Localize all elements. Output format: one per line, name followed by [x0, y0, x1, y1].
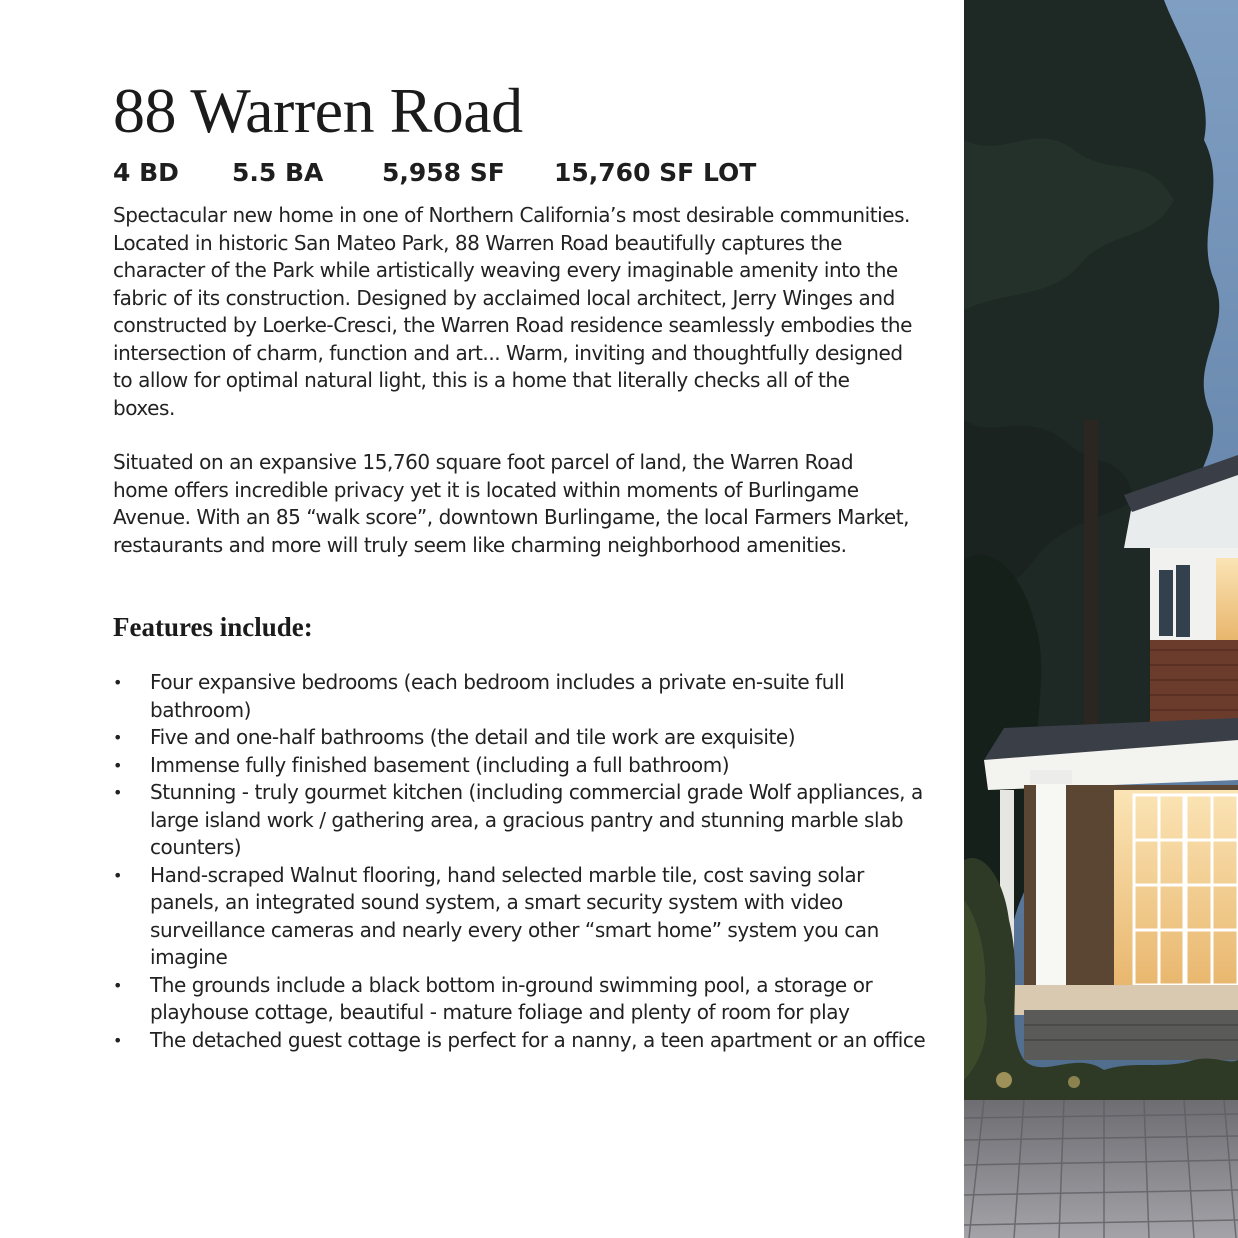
house-exterior-photo — [964, 0, 1238, 1238]
feature-item — [113, 1027, 928, 1055]
bullet-icon: • — [113, 783, 122, 802]
property-title: 88 Warren Road — [113, 75, 523, 146]
listing-content — [113, 75, 943, 1054]
feature-item — [113, 669, 928, 724]
feature-item — [113, 752, 928, 780]
feature-text: The grounds include a black bottom in-ground swimming pool, a storage or playhouse cottage, beautiful - mature foliage and plenty of room for play — [150, 972, 873, 1024]
feature-text: Stunning - truly gourmet kitchen (including commercial grade Wolf appliances, a large island work / gathering area, a gracious pantry and stunning marble slab counters) — [150, 780, 923, 859]
feature-text: The detached guest cottage is perfect for a nanny, a teen apartment or an office — [150, 1027, 926, 1052]
photo-illustration — [964, 0, 1238, 1238]
feature-text: Immense fully finished basement (including a full bathroom) — [150, 752, 730, 777]
bullet-icon: • — [113, 673, 122, 692]
location-paragraph: Situated on an expansive 15,760 square foot parcel of land, the Warren Road home offers incredible privacy yet it is located within moments of Burlingame Avenue. With an 85 “walk score”, downtown Burlingame, the local Farmers Market, restaurants and more will truly seem like charming neighborhood amenities. — [113, 450, 910, 557]
feature-item — [113, 779, 928, 862]
bullet-icon: • — [113, 865, 122, 885]
feature-text: Five and one-half bathrooms (the detail and tile work are exquisite) — [150, 725, 796, 749]
feature-text: Four expansive bedrooms (each bedroom includes a private en-suite full bathroom) — [150, 670, 845, 722]
baths-stat: 5.5 BA — [232, 157, 324, 187]
feature-item — [113, 972, 928, 1027]
feature-text: Hand-scraped Walnut flooring, hand selected marble tile, cost saving solar panels, an integrated sound system, a smart security system with video surveillance cameras and nearly every other “smart home” system you can imagine — [150, 862, 879, 969]
lot-stat: 15,760 SF LOT — [554, 157, 757, 187]
bullet-icon: • — [113, 975, 122, 995]
features-list — [113, 669, 928, 1054]
bullet-icon: • — [113, 755, 122, 775]
features-heading: Features include: — [113, 612, 313, 642]
feature-item — [113, 862, 928, 972]
feature-item — [113, 724, 928, 752]
description-paragraph: Spectacular new home in one of Northern California’s most desirable communities. Located in historic San Mateo Park, 88 Warren Road beautifully captures the character of the Park while artistically weaving every imaginable amenity into the fabric of its construction. Designed by acclaimed local architect, Jerry Winges and constructed by Loerke-Cresci, the Warren Road residence seamlessly embodies the intersection of charm, function and art... Warm, inviting and thoughtfully designed to allow for optimal natural light, this is a home that literally checks all of the boxes. — [113, 203, 912, 420]
bullet-icon: • — [113, 1030, 122, 1050]
bullet-icon: • — [113, 728, 122, 747]
sqft-stat: 5,958 SF — [382, 157, 505, 187]
property-stats — [113, 154, 943, 190]
beds-stat: 4 BD — [113, 157, 179, 187]
